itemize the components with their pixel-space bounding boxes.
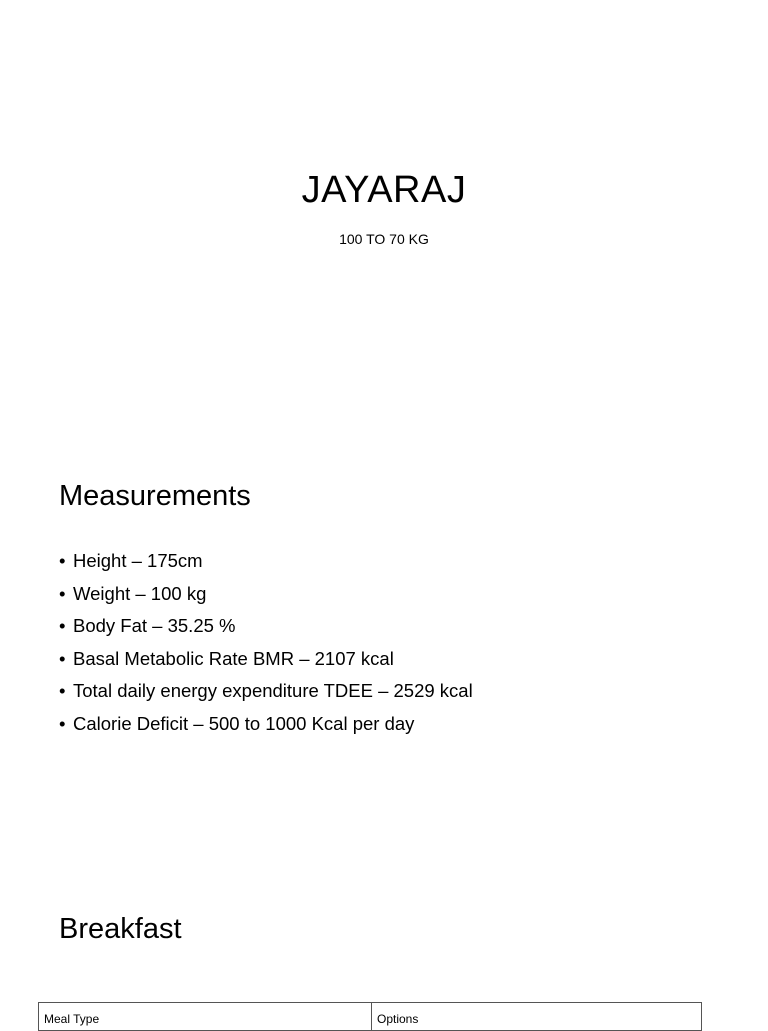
bullet-icon: • (59, 712, 66, 734)
list-item (59, 676, 473, 709)
bullet-icon: • (59, 550, 66, 571)
measurements-list (59, 546, 473, 741)
list-item-text: Calorie Deficit – 500 to 1000 Kcal per day (73, 712, 415, 734)
list-item (59, 644, 473, 677)
breakfast-table (38, 1002, 702, 1031)
list-item-text: Body Fat – 35.25 % (73, 615, 236, 636)
bullet-icon: • (59, 647, 66, 669)
column-header-meal-type: Meal Type (39, 1003, 372, 1031)
measurements-heading: Measurements (59, 480, 251, 512)
list-item-text: Weight – 100 kg (73, 582, 207, 604)
list-item-text: Total daily energy expenditure TDEE – 2529 kcal (73, 680, 473, 701)
list-item (59, 546, 473, 579)
page-title: JAYARAJ (301, 169, 467, 211)
list-item-text: Height – 175cm (73, 550, 203, 571)
bullet-icon: • (59, 582, 66, 604)
page-subtitle: 100 TO 70 KG (339, 231, 429, 247)
list-item (59, 579, 473, 612)
bullet-icon: • (59, 615, 66, 636)
list-item (59, 611, 473, 644)
bullet-icon: • (59, 680, 66, 701)
breakfast-heading: Breakfast (59, 913, 182, 945)
list-item (59, 709, 473, 742)
table-header-row (39, 1003, 702, 1031)
column-header-options: Options (372, 1003, 702, 1031)
list-item-text: Basal Metabolic Rate BMR – 2107 kcal (73, 647, 394, 669)
title-slide (0, 0, 768, 440)
